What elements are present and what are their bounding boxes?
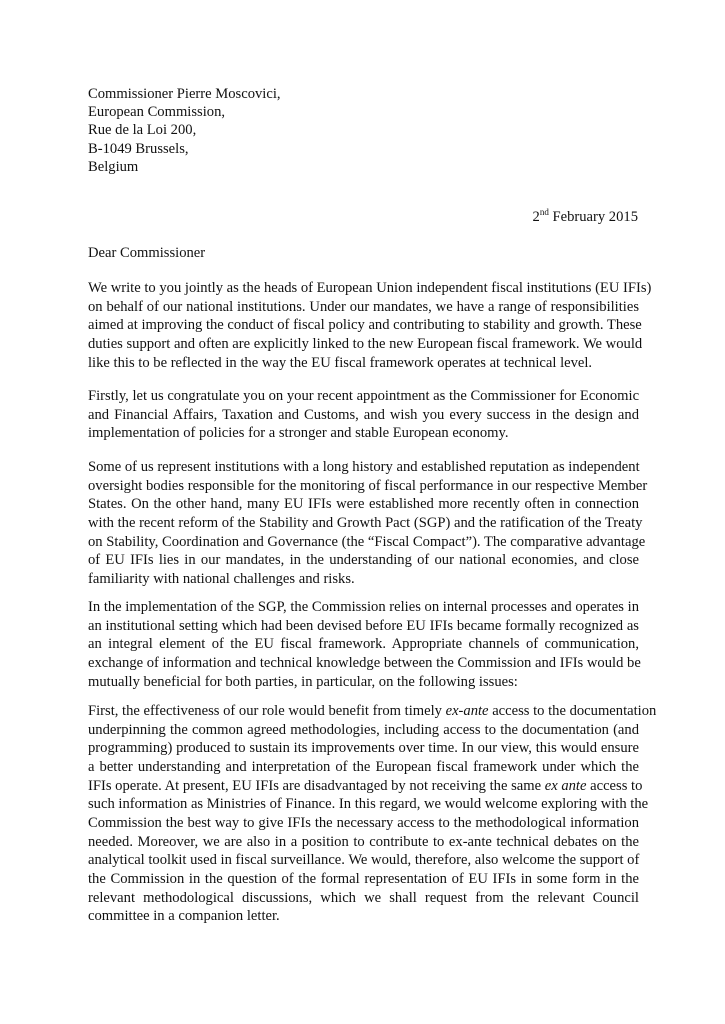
paragraph-line: Firstly, let us congratulate you on your recent appointment as the Commissioner for Economic [88, 388, 640, 404]
paragraph-line: needed. Moreover, we are also in a position to contribute to ex-ante technical debates on the [88, 833, 639, 850]
paragraph-line: such information as Ministries of Finance. In this regard, we would welcome exploring with the [88, 796, 649, 813]
italic-term: ex-ante [445, 703, 489, 719]
address-line: Commissioner Pierre Moscovici, [88, 86, 281, 102]
paragraph-line: relevant methodological discussions, which we shall request from the relevant Council [88, 889, 639, 906]
text-run: IFIs operate. At present, EU IFIs are disadvantaged by not receiving the same [88, 777, 545, 794]
address-line: European Commission, [88, 104, 226, 121]
paragraph-line: We write to you jointly as the heads of European Union independent fiscal institutions (EU IFIs) [88, 280, 652, 296]
paragraph-congratulations [88, 387, 639, 443]
date-suffix: nd [539, 207, 549, 218]
paragraph-intro [88, 279, 652, 372]
paragraph-line: on Stability, Coordination and Governance (the “Fiscal Compact”). The comparative advantage [88, 533, 646, 550]
paragraph-line: aimed at improving the conduct of fiscal policy and contributing to stability and growth. These [88, 317, 642, 334]
paragraph-line: an integral element of the EU fiscal framework. Appropriate channels of communication, [88, 636, 639, 653]
paragraph-line: an institutional setting which had been devised before EU IFIs became formally recognized as [88, 617, 639, 634]
paragraph-line: Some of us represent institutions with a long history and established reputation as independent [88, 459, 640, 475]
address-line: B-1049 Brussels, [88, 140, 189, 157]
paragraph-line: of EU IFIs lies in our mandates, in the understanding of our national economies, and close [88, 552, 639, 569]
paragraph-line: like this to be reflected in the way the EU fiscal framework operates at technical level. [88, 354, 593, 371]
letter-date [533, 208, 638, 227]
salutation: Dear Commissioner [88, 245, 206, 261]
paragraph-line: In the implementation of the SGP, the Commission relies on internal processes and operates in [88, 599, 639, 615]
text-run: access to [586, 777, 643, 794]
recipient-address [88, 85, 488, 176]
paragraph-line: duties support and often are explicitly linked to the new European fiscal framework. We would [88, 335, 643, 352]
paragraph-line: analytical toolkit used in fiscal surveillance. We would, therefore, also welcome the support of [88, 852, 640, 869]
paragraph-line: on behalf of our national institutions. Under our mandates, we have a range of responsibilities [88, 298, 639, 315]
text-run: First, the effectiveness of our role would benefit from timely [88, 703, 446, 719]
address-line: Belgium [88, 158, 139, 175]
paragraph-line: oversight bodies responsible for the monitoring of fiscal performance in our respective Member [88, 477, 648, 494]
paragraph-line: and Financial Affairs, Taxation and Customs, and wish you every success in the design and [88, 406, 639, 423]
paragraph-line: exchange of information and technical knowledge between the Commission and IFIs would be [88, 654, 641, 671]
paragraph-line: underpinning the common agreed methodologies, including access to the documentation (and [88, 721, 639, 738]
paragraph-line [88, 777, 643, 796]
paragraph-line: familiarity with national challenges and risks. [88, 570, 355, 587]
paragraph-line: programming) produced to sustain its improvements over time. In our view, this would ensure [88, 740, 639, 757]
paragraph-line: committee in a companion letter. [88, 908, 280, 925]
address-line: Rue de la Loi 200, [88, 122, 197, 139]
paragraph-line: Commission the best way to give IFIs the necessary access to the methodological information [88, 814, 639, 831]
paragraph-line: mutually beneficial for both parties, in particular, on the following issues: [88, 673, 518, 690]
paragraph-institutions [88, 458, 648, 589]
paragraph-sgp-implementation [88, 598, 639, 691]
paragraph-line: the Commission in the question of the formal representation of EU IFIs in some form in the [88, 870, 639, 887]
paragraph-line: a better understanding and interpretation of the European fiscal framework under which the [88, 758, 639, 775]
date-rest: February 2015 [548, 209, 638, 225]
paragraph-line: with the recent reform of the Stability and Growth Pact (SGP) and the ratification of the Treaty [88, 514, 643, 531]
paragraph-line: States. On the other hand, many EU IFIs were established more recently often in connection [88, 496, 639, 513]
paragraph-line: implementation of policies for a stronger and stable European economy. [88, 425, 509, 442]
date-day: 2 [532, 209, 540, 225]
italic-term: ex ante [544, 777, 587, 794]
paragraph-first-issue [88, 702, 657, 926]
text-run: access to the documentation [488, 703, 657, 719]
paragraph-line [88, 702, 657, 721]
